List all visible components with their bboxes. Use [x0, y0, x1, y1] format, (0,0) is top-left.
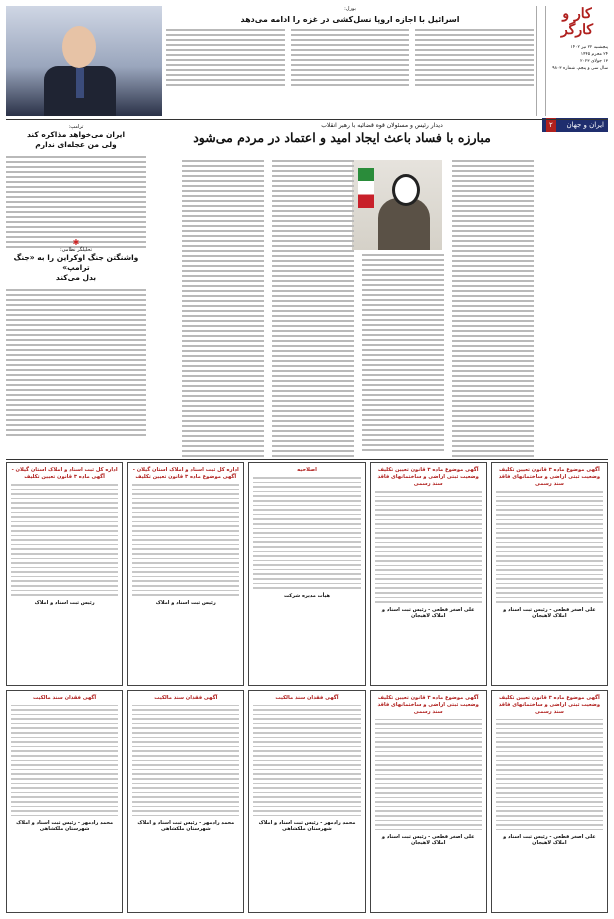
top-news-title: اسرائیل با اجازه اروپا نسل‌کشی در غزه را ادامه می‌دهد — [240, 15, 460, 24]
article-column-1 — [452, 160, 534, 460]
ad-box — [370, 690, 487, 914]
ad-title: آگهی موضوع ماده ۳ قانون تعیین تکلیف وضعیت ثبتی اراضی و ساختمانهای فاقد سند رسمی — [498, 467, 601, 487]
page-section: ایران و جهان — [566, 121, 604, 129]
page-number: ۲ — [546, 118, 556, 132]
article-column-3 — [272, 160, 354, 460]
ad-signature: محمد رادمهر - رئیس ثبت اسناد و املاک شهرستان ملکشاهی — [137, 820, 235, 833]
ad-title: آگهی فقدان سند مالکیت — [33, 694, 97, 701]
left-story2-title-line1: واشنگتن جنگ اوکراین را به «جنگ ترامپ» — [13, 253, 139, 272]
ad-box — [370, 462, 487, 686]
date-gregorian: ۱۳ جولای ۲۰۲۳ — [580, 59, 608, 64]
top-news — [166, 6, 534, 116]
left-story-title-line1: ایران می‌خواهد مذاکره کند — [26, 130, 126, 139]
left-story-trump — [6, 124, 146, 251]
ad-box — [127, 690, 244, 914]
ad-box — [248, 690, 365, 914]
ad-title: آگهی موضوع ماده ۳ قانون تعیین تکلیف وضعیت ثبتی اراضی و ساختمانهای فاقد سند رسمی — [377, 467, 479, 487]
ad-title: اصلاحیه — [297, 467, 317, 473]
masthead-logo: کار و کارگر — [560, 6, 594, 38]
ad-title: آگهی فقدان سند مالکیت — [275, 694, 339, 701]
left-story-kicker: ترامپ: — [68, 124, 84, 130]
news-photo-borrell — [6, 6, 162, 116]
top-news-kicker: بورل: — [344, 6, 356, 12]
issue-number: سال سی و پنجم، شماره ۹۸۰۳ — [552, 66, 608, 71]
ad-title: اداره کل ثبت اسناد و املاک استان گیلان - آگهی موضوع ماده ۳ قانون تعیین تکلیف — [132, 467, 239, 480]
ad-title: آگهی فقدان سند مالکیت — [154, 694, 218, 701]
left-story-title-line2: ولی من عجله‌ای ندارم — [35, 140, 117, 149]
text-column — [6, 156, 146, 248]
ad-box — [491, 690, 608, 914]
ad-signature: محمد رادمهر - رئیس ثبت اسناد و املاک شهرستان ملکشاهی — [16, 820, 114, 833]
ad-title: آگهی موضوع ماده ۳ قانون تعیین تکلیف وضعیت ثبتی اراضی و ساختمانهای فاقد سند رسمی — [377, 694, 479, 715]
ads-grid — [6, 462, 608, 913]
main-story-kicker: دیدار رئیس و مسئولان قوه قضائیه با رهبر انقلاب — [321, 122, 443, 129]
left-story-ukraine — [6, 238, 146, 439]
masthead-meta — [546, 44, 608, 72]
ad-signature: علی اصغر قطعی - رئیس ثبت اسناد و املاک لاهیجان — [503, 606, 596, 619]
text-column — [415, 29, 534, 89]
star-icon: ✱ — [72, 238, 80, 247]
ad-box — [127, 462, 244, 686]
page-badge — [542, 118, 608, 132]
side-ribbon — [536, 6, 546, 116]
left-story2-kicker: تحلیلگر نظامی: — [59, 247, 93, 253]
text-column — [166, 29, 285, 89]
date-hijri: ۲۴ محرم ۱۴۴۵ — [580, 52, 608, 57]
ad-signature: علی اصغر قطعی - رئیس ثبت اسناد و املاک لاهیجان — [503, 834, 596, 847]
ad-signature: علی اصغر قطعی - رئیس ثبت اسناد و املاک لاهیجان — [381, 834, 475, 847]
ad-signature: رئیس ثبت اسناد و املاک — [34, 599, 95, 606]
ad-box — [248, 462, 365, 686]
ad-box — [6, 690, 123, 914]
article-column-2 — [362, 254, 444, 460]
flag-icon — [358, 168, 374, 208]
date-persian: پنجشنبه ۲۲ تیر ۱۴۰۲ — [570, 45, 608, 50]
main-story-headline: مبارزه با فساد باعث ایجاد امید و اعتماد در مردم می‌شود — [193, 130, 491, 145]
text-column — [291, 29, 410, 89]
ad-box — [6, 462, 123, 686]
ad-signature: رئیس ثبت اسناد و املاک — [155, 599, 216, 606]
top-news-body — [166, 29, 534, 89]
divider — [6, 459, 608, 460]
article-column-4 — [182, 160, 264, 460]
ad-signature: هیأت مدیره شرکت — [283, 592, 331, 599]
ad-signature: علی اصغر قطعی - رئیس ثبت اسناد و املاک لاهیجان — [381, 606, 475, 619]
text-column — [6, 289, 146, 436]
ad-box — [491, 462, 608, 686]
ad-signature: محمد رادمهر - رئیس ثبت اسناد و املاک شهرستان ملکشاهی — [258, 820, 356, 833]
divider — [6, 119, 608, 120]
left-story2-title-line2: بدل می‌کند — [55, 273, 97, 282]
leader-photo — [352, 160, 442, 250]
ad-title: آگهی موضوع ماده ۳ قانون تعیین تکلیف وضعیت ثبتی اراضی و ساختمانهای فاقد سند رسمی — [498, 694, 601, 715]
ad-title: اداره کل ثبت اسناد و املاک استان گیلان - آگهی ماده ۳ قانون تعیین تکلیف — [11, 467, 118, 480]
